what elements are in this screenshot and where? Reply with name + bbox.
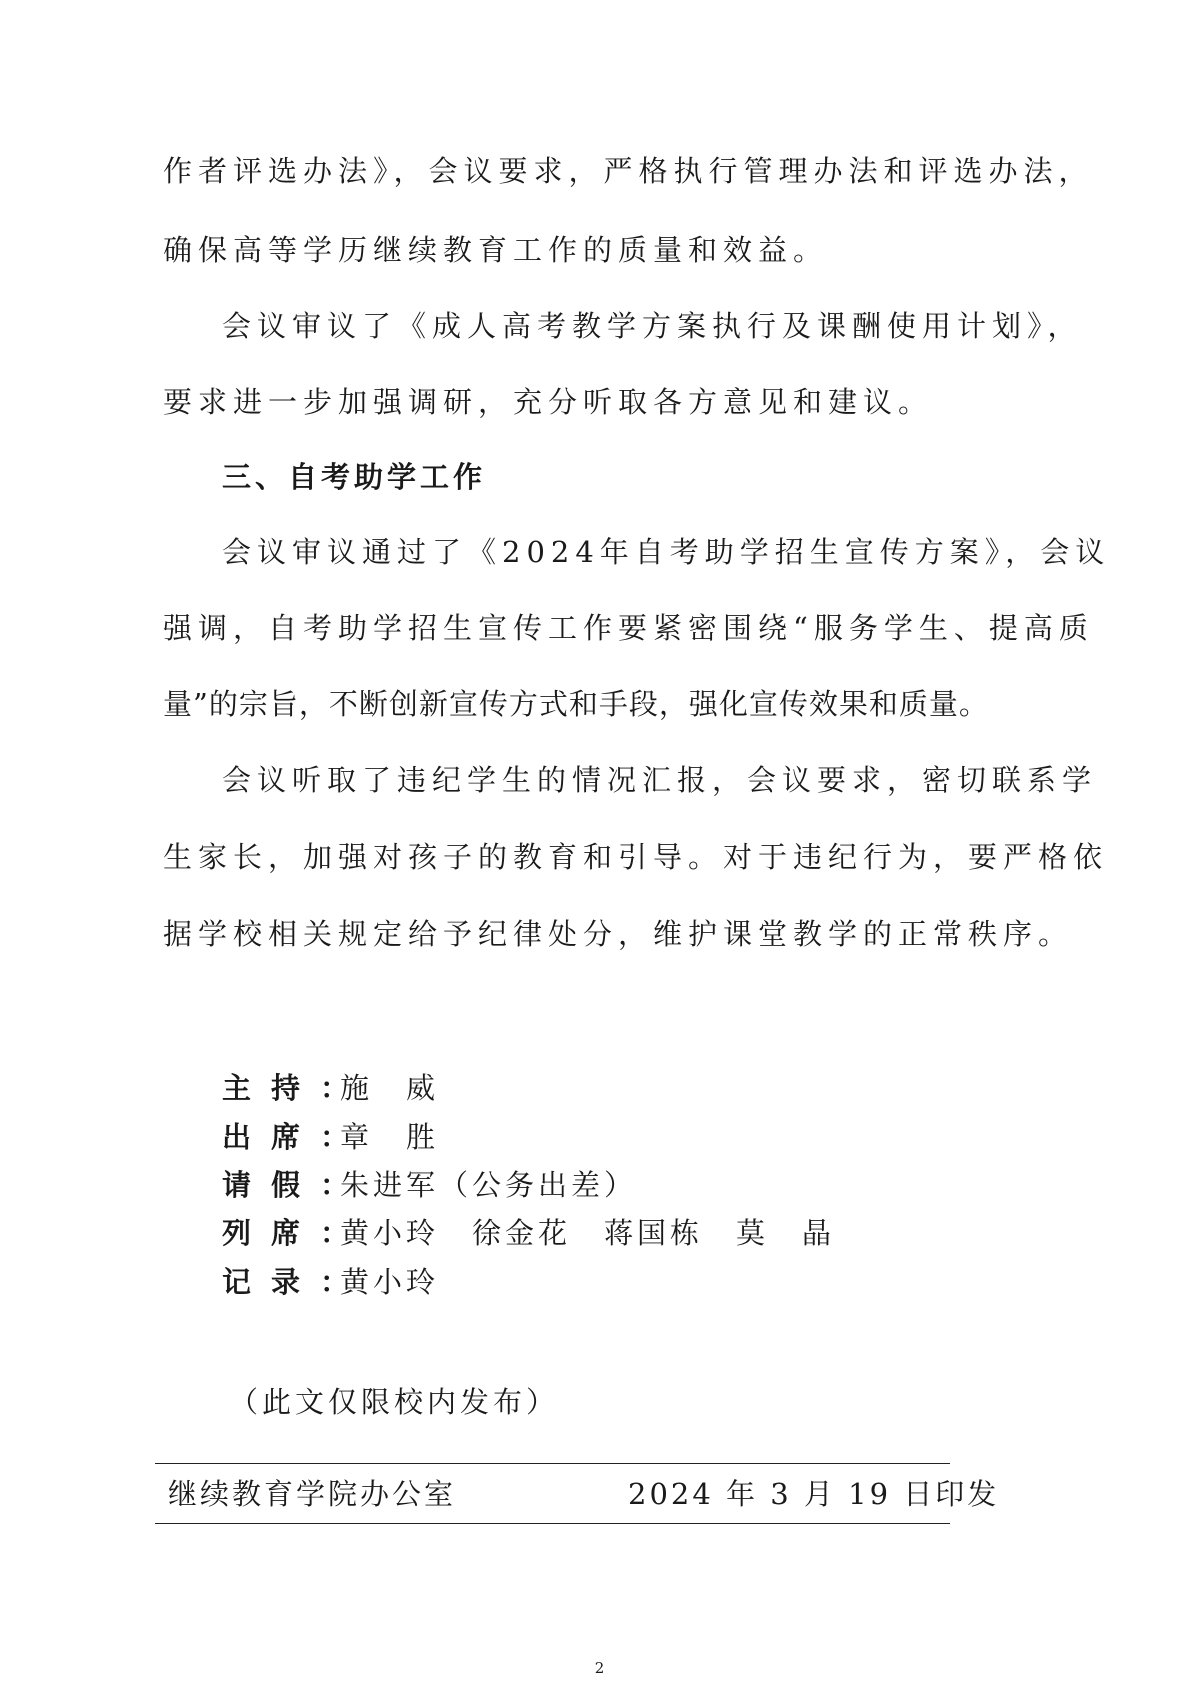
roster-row-present	[222, 1117, 439, 1157]
footer-bottom-rule	[155, 1523, 950, 1524]
roster-label: 请假：	[222, 1168, 370, 1202]
roster-label: 列席：	[222, 1216, 370, 1250]
paragraph-line: 会议审议了《成人高考教学方案执行及课酬使用计划》，	[222, 309, 1083, 343]
paragraph-line: 要求进一步加强调研，充分听取各方意见和建议。	[163, 385, 934, 419]
footer-issuer: 继续教育学院办公室	[168, 1477, 457, 1511]
roster-value: 朱进军（公务出差）	[340, 1168, 638, 1202]
roster-label: 出席：	[222, 1120, 370, 1154]
roster-row-recorder	[222, 1262, 439, 1302]
paragraph-line: 确保高等学历继续教育工作的质量和效益。	[163, 233, 829, 267]
roster-label: 主持：	[222, 1071, 370, 1105]
roster-value: 黄小玲	[340, 1265, 440, 1299]
roster-value: 黄小玲 徐金花 蒋国栋 莫 晶	[340, 1216, 836, 1250]
paragraph-line: 作者评选办法》，会议要求，严格执行管理办法和评选办法，	[163, 154, 1094, 188]
roster-value: 章 胜	[340, 1120, 440, 1154]
roster-row-host	[222, 1068, 439, 1108]
roster-row-leave	[222, 1165, 637, 1205]
paragraph-line: 生家长，加强对孩子的教育和引导。对于违纪行为，要严格依	[163, 840, 1109, 874]
roster-value: 施 威	[340, 1071, 440, 1105]
paragraph-line: 会议审议通过了《2024年自考助学招生宣传方案》，会议	[222, 535, 1111, 569]
paragraph-line: 量”的宗旨，不断创新宣传方式和手段，强化宣传效果和质量。	[163, 687, 989, 721]
paragraph-line: 强调，自考助学招生宣传工作要紧密围绕“服务学生、提高质	[163, 611, 1094, 645]
footer-issue-date: 2024 年 3 月 19 日印发	[628, 1477, 1000, 1511]
distribution-notice: （此文仅限校内发布）	[229, 1385, 560, 1419]
roster-row-observers	[222, 1213, 835, 1253]
page-number: 2	[594, 1659, 605, 1677]
section-heading: 三、自考助学工作	[222, 460, 487, 494]
paragraph-line: 会议听取了违纪学生的情况汇报，会议要求，密切联系学	[222, 763, 1098, 797]
footer-top-rule	[155, 1463, 950, 1464]
roster-label: 记录：	[222, 1265, 370, 1299]
paragraph-line: 据学校相关规定给予纪律处分，维护课堂教学的正常秩序。	[163, 917, 1074, 951]
